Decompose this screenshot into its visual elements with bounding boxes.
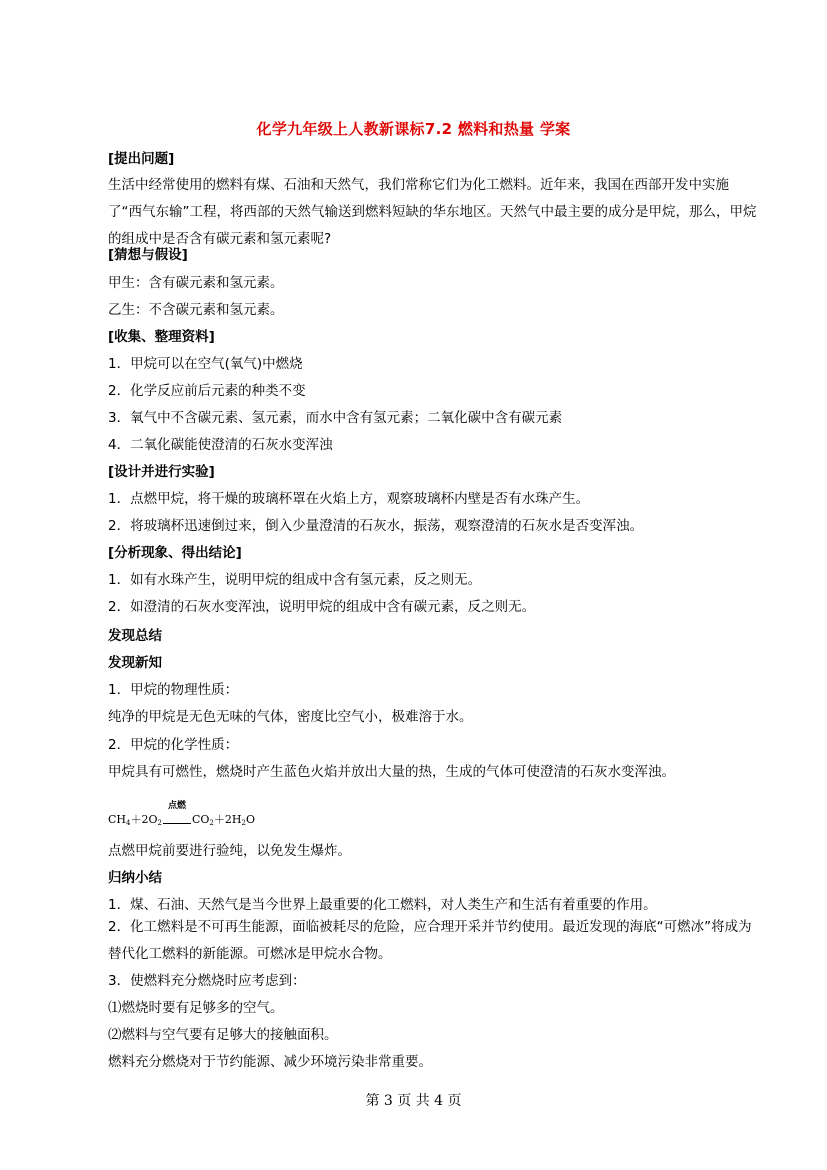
experiment-item: 1．点燃甲烷，将干燥的玻璃杯罩在火焰上方，观察玻璃杯内壁是否有水珠产生。 (108, 491, 590, 507)
knowledge-item: 甲烷具有可燃性，燃烧时产生蓝色火焰并放出大量的热，生成的气体可使澄清的石灰水变浑浊。 (108, 764, 675, 780)
conclusion-item: 1．煤、石油、天然气是当今世界上最重要的化工燃料，对人类生产和生活有着重要的作用。 (108, 897, 657, 913)
page-footer: 第 3 页 共 4 页 (365, 1093, 462, 1109)
knowledge-item: 2．甲烷的化学性质： (108, 737, 239, 753)
heading-hypothesis: [猜想与假设] (108, 247, 188, 263)
heading-analysis: [分析现象、得出结论] (108, 545, 242, 561)
safety-note: 点燃甲烷前要进行验纯，以免发生爆炸。 (108, 843, 351, 859)
heading-new-knowledge: 发现新知 (108, 655, 162, 671)
data-item: 2．化学反应前后元素的种类不变 (108, 383, 306, 399)
hypothesis-item: 甲生：含有碳元素和氢元素。 (108, 275, 284, 291)
document-title: 化学九年级上人教新课标7.2 燃料和热量 学案 (256, 120, 571, 138)
reaction-condition: 点燃 (163, 810, 191, 824)
data-item: 4．二氧化碳能使澄清的石灰水变浑浊 (108, 437, 333, 453)
heading-summary: 发现总结 (108, 628, 162, 644)
intro-paragraph: 生活中经常使用的燃料有煤、石油和天然气，我们常称它们为化工燃料。近年来，我国在西部开发中实施了“西气东输”工程，将西部的天然气输送到燃料短缺的华东地区。天然气中最主要的成分是甲烷，那么，甲烷的组成中是否含有碳元素和氢元素呢? (108, 177, 757, 247)
conclusion-item: 2．化工燃料是不可再生能源，面临被耗尽的危险，应合理开采并节约使用。最近发现的海底“可燃冰”将成为替代化工燃料的新能源。可燃冰是甲烷水合物。 (108, 919, 752, 962)
knowledge-item: 纯净的甲烷是无色无味的气体，密度比空气小，极难溶于水。 (108, 709, 473, 725)
conclusion-item: ⑵燃料与空气要有足够大的接触面积。 (108, 1027, 338, 1043)
data-item: 1．甲烷可以在空气(氧气)中燃烧 (108, 356, 303, 372)
hypothesis-item: 乙生：不含碳元素和氢元素。 (108, 302, 284, 318)
data-item: 3．氧气中不含碳元素、氢元素，而水中含有氢元素；二氧化碳中含有碳元素 (108, 410, 563, 426)
heading-conclusion: 归纳小结 (108, 870, 162, 886)
experiment-item: 2．将玻璃杯迅速倒过来，倒入少量澄清的石灰水，振荡，观察澄清的石灰水是否变浑浊。 (108, 518, 644, 534)
heading-raise-question: [提出问题] (108, 151, 175, 167)
conclusion-item: 3．使燃料充分燃烧时应考虑到： (108, 973, 306, 989)
heading-experiment: [设计并进行实验] (108, 464, 215, 480)
knowledge-item: 1．甲烷的物理性质： (108, 682, 239, 698)
analysis-item: 1．如有水珠产生，说明甲烷的组成中含有氢元素，反之则无。 (108, 572, 482, 588)
heading-collect-data: [收集、整理资料] (108, 329, 215, 345)
conclusion-item: ⑴燃烧时要有足够多的空气。 (108, 1000, 284, 1016)
combustion-equation: $CH_4+2O_2$ 点燃 $CO_2+2H_2O$ (108, 801, 255, 827)
conclusion-item: 燃料充分燃烧对于节约能源、减少环境污染非常重要。 (108, 1054, 432, 1070)
analysis-item: 2．如澄清的石灰水变浑浊，说明甲烷的组成中含有碳元素，反之则无。 (108, 599, 536, 615)
